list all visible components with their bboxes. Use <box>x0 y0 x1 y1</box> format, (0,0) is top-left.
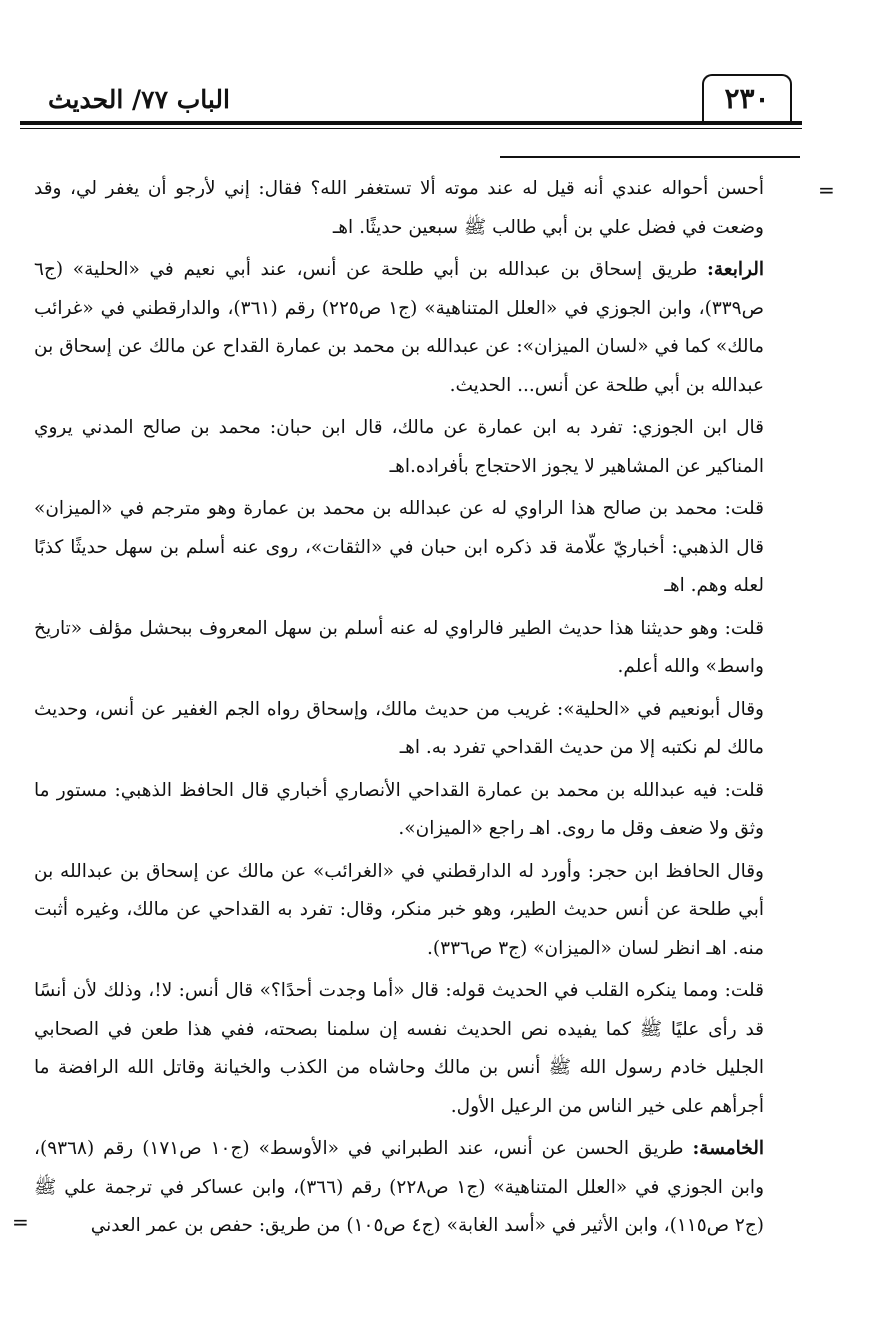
paragraph: وقال أبونعيم في «الحلية»: غريب من حديث مالك، وإسحاق رواه الجم الغفير عن أنس، وحديث مالك لم نكتبه إلا من حديث القداحي تفرد به. اهـ <box>34 698 764 758</box>
page-number: ٢٣٠ <box>702 74 792 122</box>
paragraph-lead: الرابعة: <box>707 259 764 280</box>
footnote-separator <box>500 156 800 158</box>
paragraph: قلت: ومما ينكره القلب في الحديث قوله: قال «أما وجدت أحدًا؟» قال أنس: لا!، وذلك لأن أنسًا قد رأى عليًا ﷺ كما يفيده نص الحديث نفسه إن سلمنا بصحته، ففي هذا طعن في الصحابي الجليل خادم رسول الله ﷺ أنس بن مالك وحاشاه من الكذب والخيانة وقاتل الله الرافضة ما أجرأهم على خير الناس من الرعيل الأول. <box>34 980 764 1117</box>
paragraph: وقال الحافظ ابن حجر: وأورد له الدارقطني في «الغرائب» عن مالك عن إسحاق بن عبدالله بن أبي طلحة عن أنس حديث الطير، وهو خبر منكر، وقال: تفرد به القداحي عن مالك، وغيره أثبت منه. اهـ انظر لسان «الميزان» (ج٣ ص٣٣٦). <box>34 860 764 959</box>
header-rule-thin <box>20 128 802 129</box>
header-rule <box>20 121 802 125</box>
chapter-title: الباب ٧٧/ الحديث <box>48 85 230 114</box>
paragraph: الخامسة: طريق الحسن عن أنس، عند الطبراني في «الأوسط» (ج١٠ ص١٧١) رقم (٩٣٦٨)، وابن الجوزي في «العلل المتناهية» (ج١ ص٢٢٨) رقم (٣٦٦)، وابن عساكر في ترجمة علي ﷺ (ج٢ ص١١٥)، وابن الأثير في «أسد الغابة» (ج٤ ص١٠٥) من طريق: حفص بن عمر العدني <box>34 1138 765 1236</box>
paragraph: أحسن أحواله عندي أنه قيل له عند موته ألا تستغفر الله؟ فقال: إني لأرجو أن يغفر لي، وقد وضعت في فضل علي بن أبي طالب ﷺ سبعين حديثًا. اهـ <box>34 178 764 238</box>
paragraph: قلت: محمد بن صالح هذا الراوي له عن عبدالله بن محمد بن عمارة وهو مترجم في «الميزان» قال الذهبي: أخباريّ علّامة قد ذكره ابن حبان في «الثقات»، روى عنه أسلم بن سهل حديثًا كذبًا لعله وهم. اهـ <box>34 498 764 596</box>
paragraph: قلت: وهو حديثنا هذا حديث الطير فالراوي له عنه أسلم بن سهل المعروف ببحشل مؤلف «تاريخ واسط» والله أعلم. <box>34 617 764 677</box>
paragraph: قال ابن الجوزي: تفرد به ابن عمارة عن مالك، قال ابن حبان: محمد بن صالح المدني يروي المناكير عن المشاهير لا يجوز الاحتجاج بأفراده.اهـ <box>34 417 764 477</box>
paragraph: الرابعة: طريق إسحاق بن عبدالله بن أبي طلحة عن أنس، عند أبي نعيم في «الحلية» (ج٦ ص٣٣٩)، وابن الجوزي في «العلل المتناهية» (ج١ ص٢٢٥) رقم (٣٦١)، والدارقطني في «غرائب مالك» كما في «لسان الميزان»: عن عبدالله بن محمد بن عمارة القداح عن مالك عن إسحاق بن عبدالله بن أبي طلحة عن أنس... الحديث. <box>34 259 764 396</box>
paragraph: قلت: فيه عبدالله بن محمد بن عمارة القداحي الأنصاري أخباري قال الحافظ الذهبي: مستور ما وثق ولا ضعف وقل ما روى. اهـ راجع «الميزان». <box>34 779 764 839</box>
paragraph-lead: الخامسة: <box>692 1138 764 1159</box>
page-body <box>34 170 764 1250</box>
continuation-mark-start: = <box>818 178 835 202</box>
continuation-mark-end: = <box>12 1210 29 1234</box>
